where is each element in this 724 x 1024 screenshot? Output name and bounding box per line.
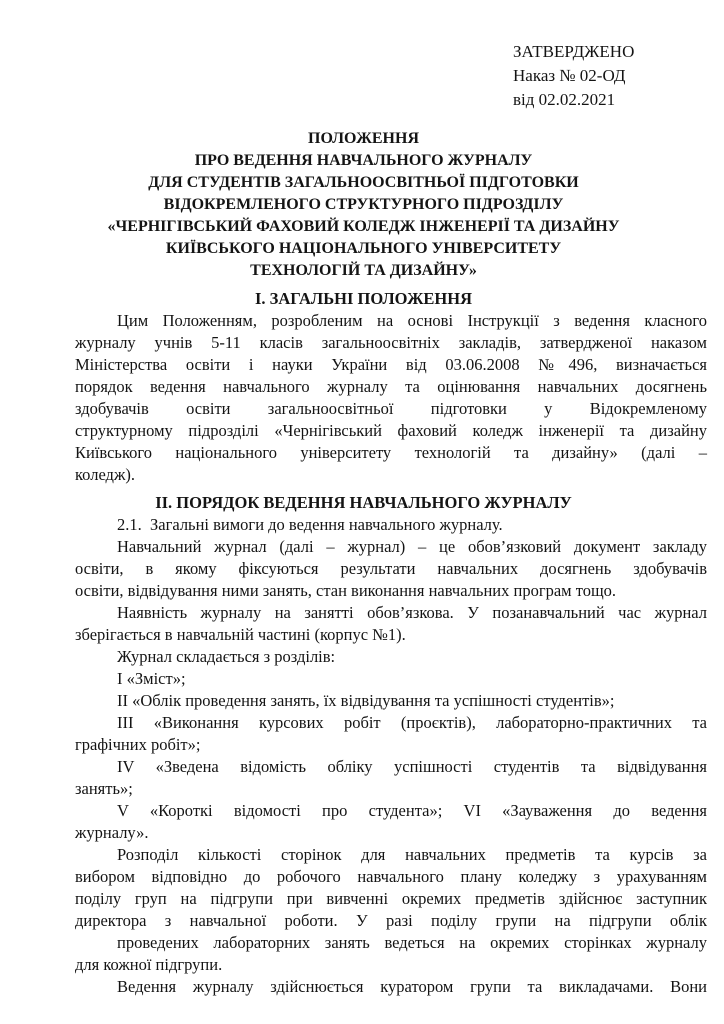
text-line: структурному підрозділі «Чернігівський фаховий коледж інженерії та дизайну <box>75 421 707 440</box>
text-line: І «Зміст»; <box>117 669 186 688</box>
paragraph <box>75 310 707 486</box>
document-title-line: ДЛЯ СТУДЕНТІВ ЗАГАЛЬНООСВІТНЬОЇ ПІДГОТОВКИ <box>148 174 579 191</box>
text-line: проведених лабораторних занять ведеться на окремих сторінках журналу <box>117 933 707 952</box>
list-item <box>75 668 707 690</box>
paragraph <box>75 514 707 536</box>
text-line: директора з навчальної роботи. У разі поділу групи на підгрупи облік <box>75 911 707 930</box>
text-line: Наявність журналу на занятті обов’язкова. У позанавчальний час журнал <box>117 603 707 622</box>
text-line: ІІ «Облік проведення занять, їх відвідування та успішності студентів»; <box>117 691 615 710</box>
text-line: Цим Положенням, розробленим на основі Інструкції з ведення класного <box>117 311 707 330</box>
text-line: Ведення журналу здійснюється куратором групи та викладачами. Вони <box>117 977 707 996</box>
text-line: Розподіл кількості сторінок для навчальних предметів та курсів за <box>117 845 707 864</box>
text-line: поділу груп на підгрупи при вивченні окремих предметів здійснює заступник <box>75 889 707 908</box>
text-line: здобувачів освіти загальноосвітньої підготовки у Відокремленому <box>75 399 707 418</box>
approval-stamp-line: від 02.02.2021 <box>513 90 616 109</box>
text-line: коледж). <box>75 465 135 484</box>
text-line: для кожної підгрупи. <box>75 955 223 974</box>
text-line: 2.1. Загальні вимоги до ведення навчального журналу. <box>117 515 503 534</box>
list-item <box>75 712 707 756</box>
paragraph <box>75 844 707 932</box>
text-line: Київського національного університету технологій та дизайну» (далі – <box>75 443 707 462</box>
section-2-heading: ІІ. ПОРЯДОК ВЕДЕННЯ НАВЧАЛЬНОГО ЖУРНАЛУ <box>155 493 572 512</box>
section-1-heading: І. ЗАГАЛЬНІ ПОЛОЖЕННЯ <box>255 289 472 308</box>
document-title-line: «ЧЕРНІГІВСЬКИЙ ФАХОВИЙ КОЛЕДЖ ІНЖЕНЕРІЇ ТА ДИЗАЙНУ <box>107 218 620 235</box>
text-line: Міністерства освіти і науки України від 03.06.2008 №496, визначається <box>75 355 707 374</box>
list-item <box>75 690 707 712</box>
text-line: Навчальний журнал (далі – журнал) – це обов’язковий документ закладу <box>117 537 707 556</box>
document-title-line: КИЇВСЬКОГО НАЦІОНАЛЬНОГО УНІВЕРСИТЕТУ <box>165 240 562 257</box>
text-line: ІІІ «Виконання курсових робіт (проєктів), лабораторно-практичних та <box>117 713 707 732</box>
text-line: Журнал складається з розділів: <box>117 647 336 666</box>
paragraph <box>75 536 707 602</box>
document-title <box>75 128 652 282</box>
text-line: IV «Зведена відомість обліку успішності студентів та відвідування <box>117 757 707 776</box>
approval-stamp-line: Наказ № 02-ОД <box>513 66 626 85</box>
approval-stamp <box>513 40 634 112</box>
paragraph <box>75 932 707 976</box>
document-title-line: ВІДОКРЕМЛЕНОГО СТРУКТУРНОГО ПІДРОЗДІЛУ <box>163 196 564 213</box>
text-line: журналу». <box>75 823 149 842</box>
document-title-line: ТЕХНОЛОГІЙ ТА ДИЗАЙНУ» <box>250 262 477 279</box>
document-title-line: ПОЛОЖЕННЯ <box>308 130 419 147</box>
text-line: зберігається в навчальній частині (корпус №1). <box>75 625 406 644</box>
document-title-line: ПРО ВЕДЕННЯ НАВЧАЛЬНОГО ЖУРНАЛУ <box>194 152 533 169</box>
text-line: вибором відповідно до робочого навчального плану коледжу з урахуванням <box>75 867 707 886</box>
text-line: порядок ведення навчального журналу та оцінювання навчальних досягнень <box>75 377 707 396</box>
text-line: занять»; <box>75 779 133 798</box>
paragraph <box>75 602 707 646</box>
text-line: журналу учнів 5-11 класів загальноосвітніх закладів, затвердженої наказом <box>75 333 707 352</box>
text-line: освіти, в якому фіксуються результати навчальних досягнень здобувачів <box>75 559 707 578</box>
text-line: V «Короткі відомості про студента»; VI «Зауваження до ведення <box>117 801 707 820</box>
paragraph <box>75 646 707 668</box>
text-line: графічних робіт»; <box>75 735 201 754</box>
text-line: освіти, відвідування ними занять, стан виконання навчальних програм тощо. <box>75 581 617 600</box>
paragraph <box>75 976 707 998</box>
approval-stamp-line: ЗАТВЕРДЖЕНО <box>513 42 635 61</box>
list-item <box>75 800 707 844</box>
list-item <box>75 756 707 800</box>
